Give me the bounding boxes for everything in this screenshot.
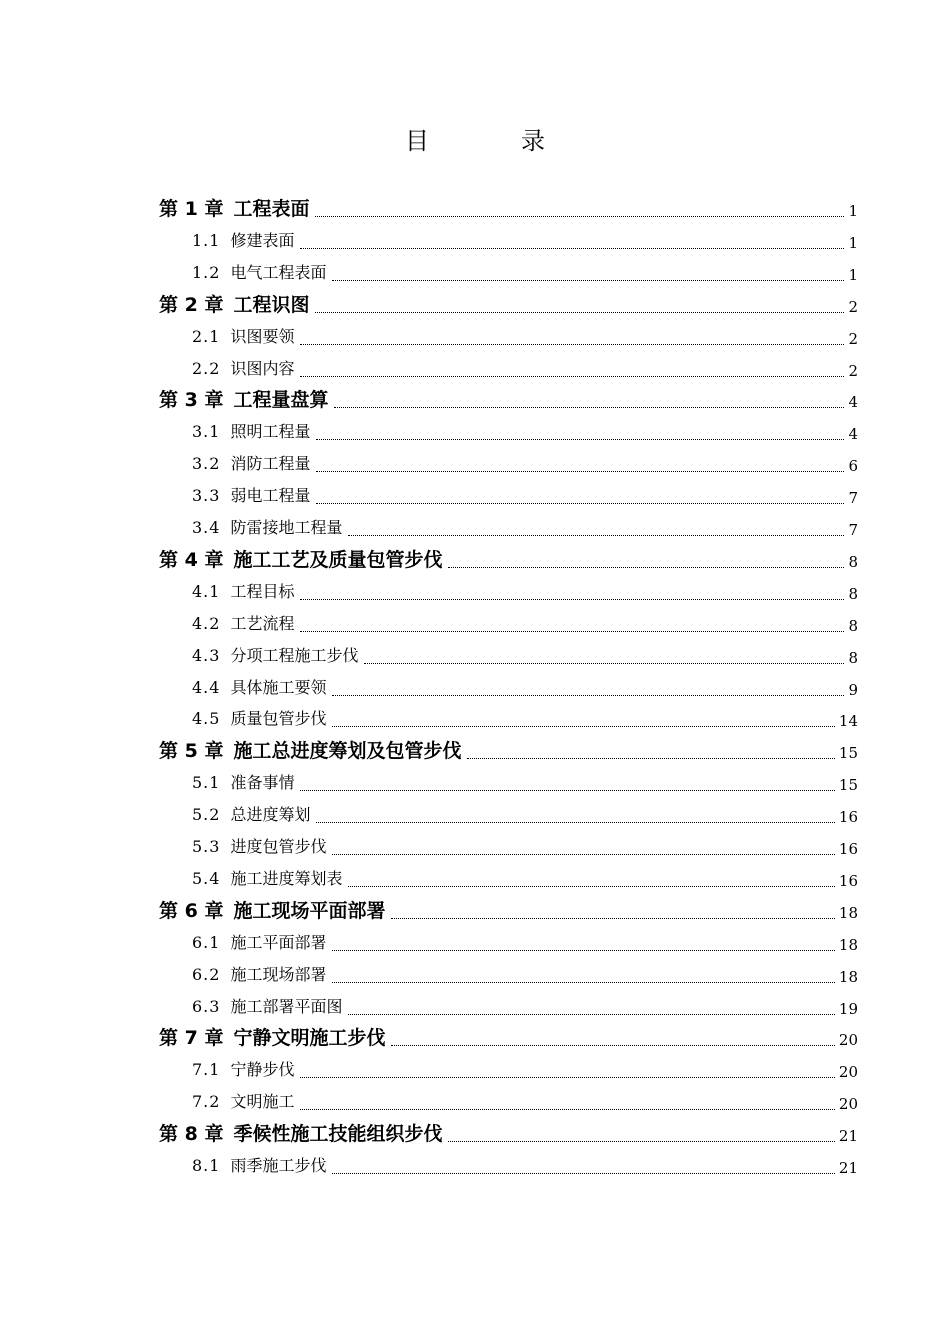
toc-chapter-entry[interactable] bbox=[159, 1024, 858, 1052]
toc-entry-number: 第 7 章 bbox=[159, 1027, 224, 1050]
toc-entry-title: 识图要领 bbox=[230, 326, 295, 346]
toc-entry-page-number: 18 bbox=[838, 935, 858, 954]
toc-section-entry[interactable] bbox=[192, 578, 858, 606]
toc-entry-page-number: 6 bbox=[848, 457, 858, 476]
toc-entry-title: 季候性施工技能组织步伐 bbox=[233, 1123, 443, 1146]
toc-entry-page-number: 7 bbox=[848, 521, 858, 539]
toc-entry-page-number: 21 bbox=[838, 1127, 858, 1146]
toc-entry-page-number: 19 bbox=[838, 999, 858, 1018]
toc-entry-page-number: 8 bbox=[848, 648, 858, 667]
toc-entry-number: 1.2 bbox=[192, 262, 221, 282]
toc-entry-title: 雨季施工步伐 bbox=[230, 1156, 327, 1175]
toc-entry-title: 工程识图 bbox=[233, 293, 310, 316]
toc-entry-title: 分项工程施工步伐 bbox=[230, 645, 359, 665]
dot-leader bbox=[332, 280, 844, 281]
toc-section-entry[interactable] bbox=[192, 1088, 858, 1116]
toc-entry-number: 8.1 bbox=[192, 1156, 221, 1175]
toc-section-entry[interactable] bbox=[192, 418, 858, 446]
dot-leader bbox=[332, 695, 844, 696]
toc-entry-number: 2.1 bbox=[192, 326, 221, 346]
toc-entry-number: 3.2 bbox=[192, 454, 221, 474]
toc-entry-page-number: 2 bbox=[848, 329, 858, 348]
toc-entry-title: 进度包管步伐 bbox=[230, 837, 327, 856]
dot-leader bbox=[300, 1109, 834, 1110]
dot-leader bbox=[332, 726, 834, 727]
toc-entry-title: 施工工艺及质量包管步伐 bbox=[233, 548, 443, 571]
toc-entry-number: 4.4 bbox=[192, 677, 221, 697]
toc-entry-number: 4.5 bbox=[192, 709, 221, 729]
dot-leader bbox=[334, 407, 844, 408]
toc-entry-label bbox=[192, 836, 326, 861]
toc-entry-label bbox=[192, 804, 310, 829]
toc-entry-number: 5.1 bbox=[192, 773, 221, 793]
toc-entry-title: 施工现场部署 bbox=[230, 964, 327, 984]
dot-leader bbox=[467, 758, 834, 759]
dot-leader bbox=[300, 631, 844, 632]
toc-entry-label bbox=[159, 549, 442, 574]
dot-leader bbox=[332, 1173, 834, 1174]
toc-entry-label bbox=[192, 708, 326, 733]
toc-entry-label bbox=[192, 645, 358, 670]
dot-leader bbox=[315, 312, 844, 313]
toc-entry-title: 修建表面 bbox=[230, 230, 295, 250]
toc-section-entry[interactable] bbox=[192, 865, 858, 893]
toc-entry-number: 6.3 bbox=[192, 996, 221, 1016]
toc-entry-page-number: 9 bbox=[848, 680, 858, 699]
toc-entry-number: 第 5 章 bbox=[159, 740, 224, 763]
toc-entry-title: 宁静文明施工步伐 bbox=[233, 1027, 386, 1050]
toc-entry-title: 施工总进度筹划及包管步伐 bbox=[233, 740, 462, 763]
toc-entry-page-number: 8 bbox=[848, 616, 858, 635]
toc-entry-page-number: 18 bbox=[838, 967, 858, 986]
toc-entry-number: 5.4 bbox=[192, 868, 221, 888]
toc-entry-page-number: 4 bbox=[848, 393, 858, 412]
toc-entry-page-number: 16 bbox=[838, 840, 858, 858]
toc-section-entry[interactable] bbox=[192, 610, 858, 638]
toc-entry-number: 7.1 bbox=[192, 1060, 221, 1080]
toc-entry-number: 4.1 bbox=[192, 581, 221, 601]
toc-entry-number: 5.3 bbox=[192, 837, 221, 856]
toc-section-entry[interactable] bbox=[192, 450, 858, 478]
toc-section-entry[interactable] bbox=[192, 1056, 858, 1084]
toc-entry-label bbox=[192, 1091, 294, 1116]
toc-entry-page-number: 21 bbox=[838, 1159, 858, 1177]
dot-leader bbox=[300, 790, 834, 791]
dot-leader bbox=[316, 439, 844, 440]
dot-leader bbox=[316, 822, 834, 823]
toc-entry-title: 防雷接地工程量 bbox=[230, 518, 343, 537]
toc-entry-page-number: 7 bbox=[848, 489, 858, 508]
toc-entry-title: 宁静步伐 bbox=[230, 1060, 295, 1080]
toc-entry-label bbox=[192, 262, 326, 287]
dot-leader bbox=[300, 1077, 834, 1078]
toc-entry-title: 总进度筹划 bbox=[230, 805, 311, 825]
dot-leader bbox=[332, 854, 834, 855]
toc-entry-number: 第 3 章 bbox=[159, 389, 224, 412]
toc-entry-label bbox=[192, 485, 310, 510]
toc-entry-page-number: 8 bbox=[848, 584, 858, 603]
toc-entry-page-number: 15 bbox=[838, 776, 858, 795]
toc-section-entry[interactable] bbox=[192, 961, 858, 989]
toc-section-entry[interactable] bbox=[192, 259, 858, 287]
toc-entry-page-number: 14 bbox=[838, 712, 858, 731]
toc-entry-page-number: 4 bbox=[848, 425, 858, 444]
toc-section-entry[interactable] bbox=[192, 514, 858, 542]
toc-entry-label bbox=[192, 996, 342, 1021]
dot-leader bbox=[316, 503, 844, 504]
toc-entry-title: 消防工程量 bbox=[230, 454, 311, 474]
toc-entry-label bbox=[192, 1059, 294, 1084]
toc-entry-page-number: 16 bbox=[838, 871, 858, 890]
toc-entry-number: 3.1 bbox=[192, 422, 221, 442]
dot-leader bbox=[364, 663, 844, 664]
dot-leader bbox=[448, 567, 844, 568]
toc-entry-page-number: 15 bbox=[838, 744, 858, 763]
toc-entry-page-number: 20 bbox=[838, 1063, 858, 1082]
toc-entry-label bbox=[192, 964, 326, 989]
toc-entry-label bbox=[192, 581, 294, 606]
toc-chapter-entry[interactable] bbox=[159, 386, 858, 414]
toc-entry-label bbox=[159, 1123, 442, 1148]
toc-section-entry[interactable] bbox=[192, 705, 858, 733]
page-title-left: 目 bbox=[405, 127, 429, 155]
toc-section-entry[interactable] bbox=[192, 993, 858, 1021]
toc-entry-number: 1.1 bbox=[192, 230, 221, 250]
toc-entry-number: 第 4 章 bbox=[159, 548, 224, 571]
toc-chapter-entry[interactable] bbox=[159, 195, 858, 223]
toc-entry-label bbox=[192, 421, 310, 446]
toc-entry-title: 质量包管步伐 bbox=[230, 709, 327, 729]
toc-entry-number: 第 6 章 bbox=[159, 899, 224, 922]
toc-entry-label bbox=[192, 517, 342, 542]
toc-entry-page-number: 20 bbox=[838, 1031, 858, 1050]
toc-chapter-entry[interactable] bbox=[159, 1120, 858, 1148]
dot-leader bbox=[300, 344, 844, 345]
dot-leader bbox=[315, 216, 844, 217]
toc-chapter-entry[interactable] bbox=[159, 546, 858, 574]
toc-entry-title: 电气工程表面 bbox=[230, 262, 327, 282]
dot-leader bbox=[300, 599, 844, 600]
toc-entry-page-number: 1 bbox=[848, 233, 858, 252]
dot-leader bbox=[448, 1141, 834, 1142]
toc-section-entry[interactable] bbox=[192, 1152, 858, 1180]
toc-entry-number: 4.2 bbox=[192, 613, 221, 633]
toc-entry-label bbox=[192, 868, 342, 893]
toc-entry-label bbox=[192, 230, 294, 255]
toc-entry-label bbox=[159, 1027, 385, 1052]
toc-section-entry[interactable] bbox=[192, 227, 858, 255]
toc-entry-title: 施工部署平面图 bbox=[230, 996, 343, 1016]
toc-entry-title: 识图内容 bbox=[230, 358, 295, 378]
toc-entry-title: 准备事情 bbox=[230, 773, 295, 793]
dot-leader bbox=[300, 248, 844, 249]
toc-entry-title: 具体施工要领 bbox=[230, 677, 327, 697]
toc-entry-number: 6.2 bbox=[192, 964, 221, 984]
toc-entry-title: 弱电工程量 bbox=[230, 486, 311, 506]
toc-entry-title: 工程表面 bbox=[233, 198, 310, 220]
dot-leader bbox=[332, 982, 834, 983]
toc-entry-number: 第 8 章 bbox=[159, 1123, 224, 1146]
dot-leader bbox=[391, 1045, 834, 1046]
toc-entry-label bbox=[192, 613, 294, 638]
toc-entry-number: 5.2 bbox=[192, 805, 221, 825]
toc-entry-title: 工程量盘算 bbox=[233, 389, 329, 412]
toc-entry-page-number: 1 bbox=[848, 202, 858, 220]
toc-entry-title: 文明施工 bbox=[230, 1092, 295, 1112]
toc-entry-label bbox=[159, 740, 461, 765]
toc-entry-page-number: 16 bbox=[838, 808, 858, 827]
page-title-right: 录 bbox=[521, 127, 545, 155]
toc-section-entry[interactable] bbox=[192, 929, 858, 957]
dot-leader bbox=[348, 535, 844, 536]
toc-entry-title: 施工进度筹划表 bbox=[230, 868, 343, 888]
toc-entry-title: 照明工程量 bbox=[230, 422, 311, 442]
toc-entry-label bbox=[192, 772, 294, 797]
toc-entry-page-number: 2 bbox=[848, 361, 858, 380]
toc-section-entry[interactable] bbox=[192, 323, 858, 351]
dot-leader bbox=[348, 886, 834, 887]
toc-entry-page-number: 18 bbox=[838, 903, 858, 922]
toc-entry-page-number: 1 bbox=[848, 265, 858, 284]
toc-entry-label bbox=[192, 677, 326, 702]
dot-leader bbox=[391, 918, 834, 919]
dot-leader bbox=[300, 376, 844, 377]
toc-section-entry[interactable] bbox=[192, 801, 858, 829]
toc-entry-label bbox=[159, 389, 328, 414]
dot-leader bbox=[348, 1014, 834, 1015]
toc-entry-page-number: 2 bbox=[848, 297, 858, 316]
toc-entry-label bbox=[159, 198, 309, 223]
toc-entry-number: 3.3 bbox=[192, 486, 221, 506]
toc-entry-number: 3.4 bbox=[192, 518, 221, 537]
toc-entry-title: 工程目标 bbox=[230, 581, 295, 601]
toc-entry-label bbox=[192, 358, 294, 383]
toc-entry-number: 第 1 章 bbox=[159, 198, 224, 220]
page-title bbox=[0, 124, 950, 158]
toc-entry-number: 2.2 bbox=[192, 358, 221, 378]
toc-entry-number: 第 2 章 bbox=[159, 293, 224, 316]
toc-chapter-entry[interactable] bbox=[159, 737, 858, 765]
toc-entry-number: 6.1 bbox=[192, 932, 221, 952]
dot-leader bbox=[316, 471, 844, 472]
toc-entry-label bbox=[192, 932, 326, 957]
toc-entry-number: 7.2 bbox=[192, 1092, 221, 1112]
toc-section-entry[interactable] bbox=[192, 642, 858, 670]
toc-entry-title: 工艺流程 bbox=[230, 613, 295, 633]
toc-section-entry[interactable] bbox=[192, 482, 858, 510]
toc-entry-number: 4.3 bbox=[192, 645, 221, 665]
toc-entry-title: 施工现场平面部署 bbox=[233, 899, 386, 922]
toc-entry-label bbox=[159, 900, 385, 925]
toc-entry-page-number: 20 bbox=[838, 1095, 858, 1114]
toc-section-entry[interactable] bbox=[192, 674, 858, 702]
toc-section-entry[interactable] bbox=[192, 355, 858, 383]
toc-section-entry[interactable] bbox=[192, 833, 858, 861]
toc-chapter-entry[interactable] bbox=[159, 291, 858, 319]
toc-entry-label bbox=[192, 326, 294, 351]
toc-entry-label bbox=[192, 1155, 326, 1180]
toc-chapter-entry[interactable] bbox=[159, 897, 858, 925]
dot-leader bbox=[332, 950, 834, 951]
toc-section-entry[interactable] bbox=[192, 769, 858, 797]
toc-entry-page-number: 8 bbox=[848, 552, 858, 571]
toc-entry-label bbox=[192, 453, 310, 478]
toc-entry-label bbox=[159, 294, 309, 319]
toc-entry-title: 施工平面部署 bbox=[230, 932, 327, 952]
